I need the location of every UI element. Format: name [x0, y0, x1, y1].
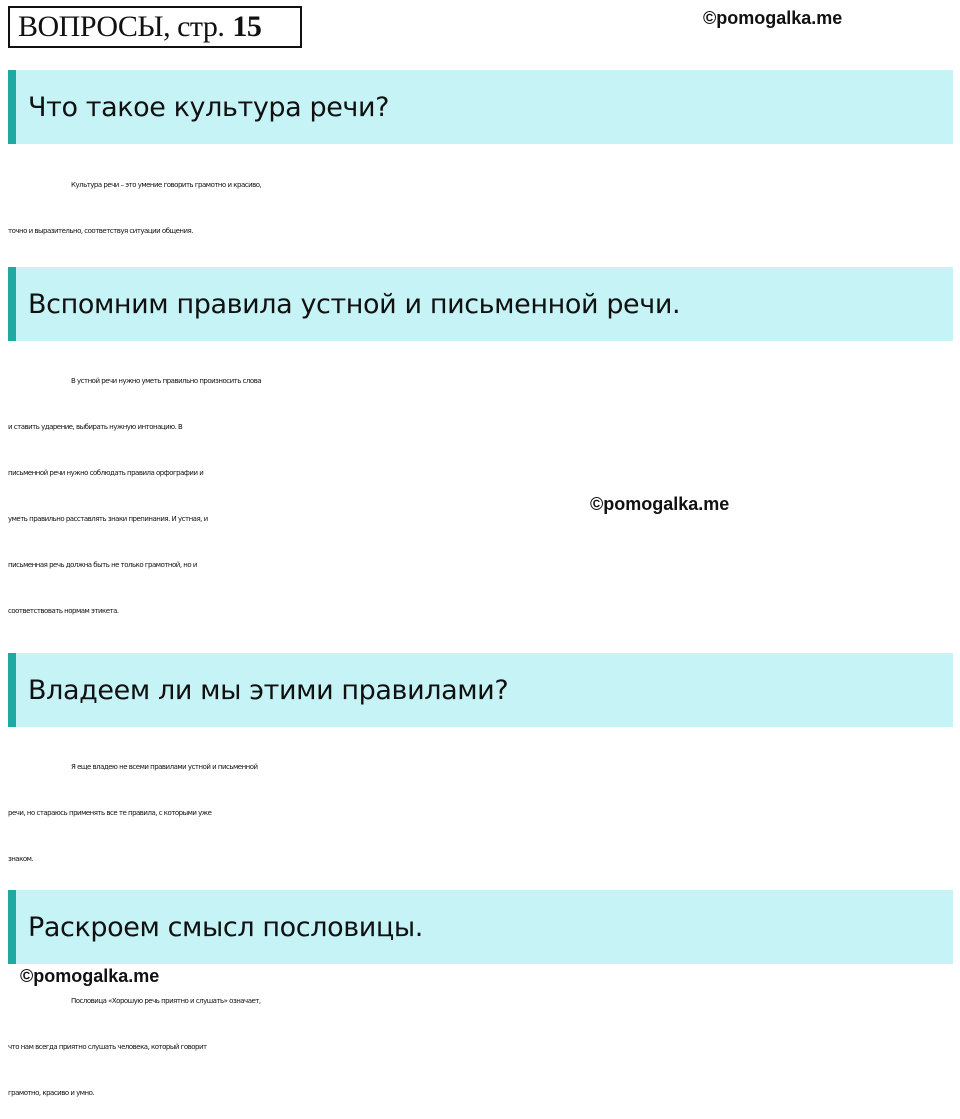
answer-4 [8, 978, 953, 1116]
answer-line: письменная речь должна быть не только грамотной, но и [8, 561, 197, 569]
page-header [8, 6, 302, 48]
watermark-top: ©pomogalka.me [703, 8, 843, 28]
watermark-middle: ©pomogalka.me [590, 494, 730, 514]
question-3 [8, 653, 953, 727]
header-title: ВОПРОСЫ, стр. [18, 10, 225, 43]
answer-line: Я еще владею не всеми правилами устной и письменной [71, 763, 258, 771]
answer-line: точно и выразительно, соответствуя ситуации общения. [8, 227, 193, 235]
question-4 [8, 890, 953, 964]
answer-1 [8, 162, 953, 254]
answer-line: знаком. [8, 855, 34, 863]
header-page-number: 15 [232, 10, 262, 43]
answer-line: соответствовать нормам этикета. [8, 607, 119, 615]
question-3-text: Владеем ли мы этими правилами? [28, 674, 509, 706]
answer-line: письменной речи нужно соблюдать правила орфографии и [8, 469, 204, 477]
answer-line: речи, но стараюсь применять все те правила, с которыми уже [8, 809, 212, 817]
answer-3 [8, 744, 953, 882]
answer-line: Пословица «Хорошую речь приятно и слушать» означает, [71, 997, 261, 1005]
question-4-text: Раскроем смысл пословицы. [28, 911, 423, 943]
answer-line: и ставить ударение, выбирать нужную интонацию. В [8, 423, 183, 431]
answer-line: уметь правильно расставлять знаки препинания. И устная, и [8, 515, 208, 523]
question-1-text: Что такое культура речи? [28, 91, 390, 123]
question-2 [8, 267, 953, 341]
answer-2 [8, 358, 953, 634]
watermark-bottom: ©pomogalka.me [20, 966, 160, 986]
question-1 [8, 70, 953, 144]
answer-line: грамотно, красиво и умно. [8, 1089, 95, 1097]
answer-line: Культура речи – это умение говорить грамотно и красиво, [71, 181, 262, 189]
answer-line: что нам всегда приятно слушать человека, который говорит [8, 1043, 207, 1051]
answer-line: В устной речи нужно уметь правильно произносить слова [71, 377, 262, 385]
question-2-text: Вспомним правила устной и письменной речи. [28, 288, 681, 320]
